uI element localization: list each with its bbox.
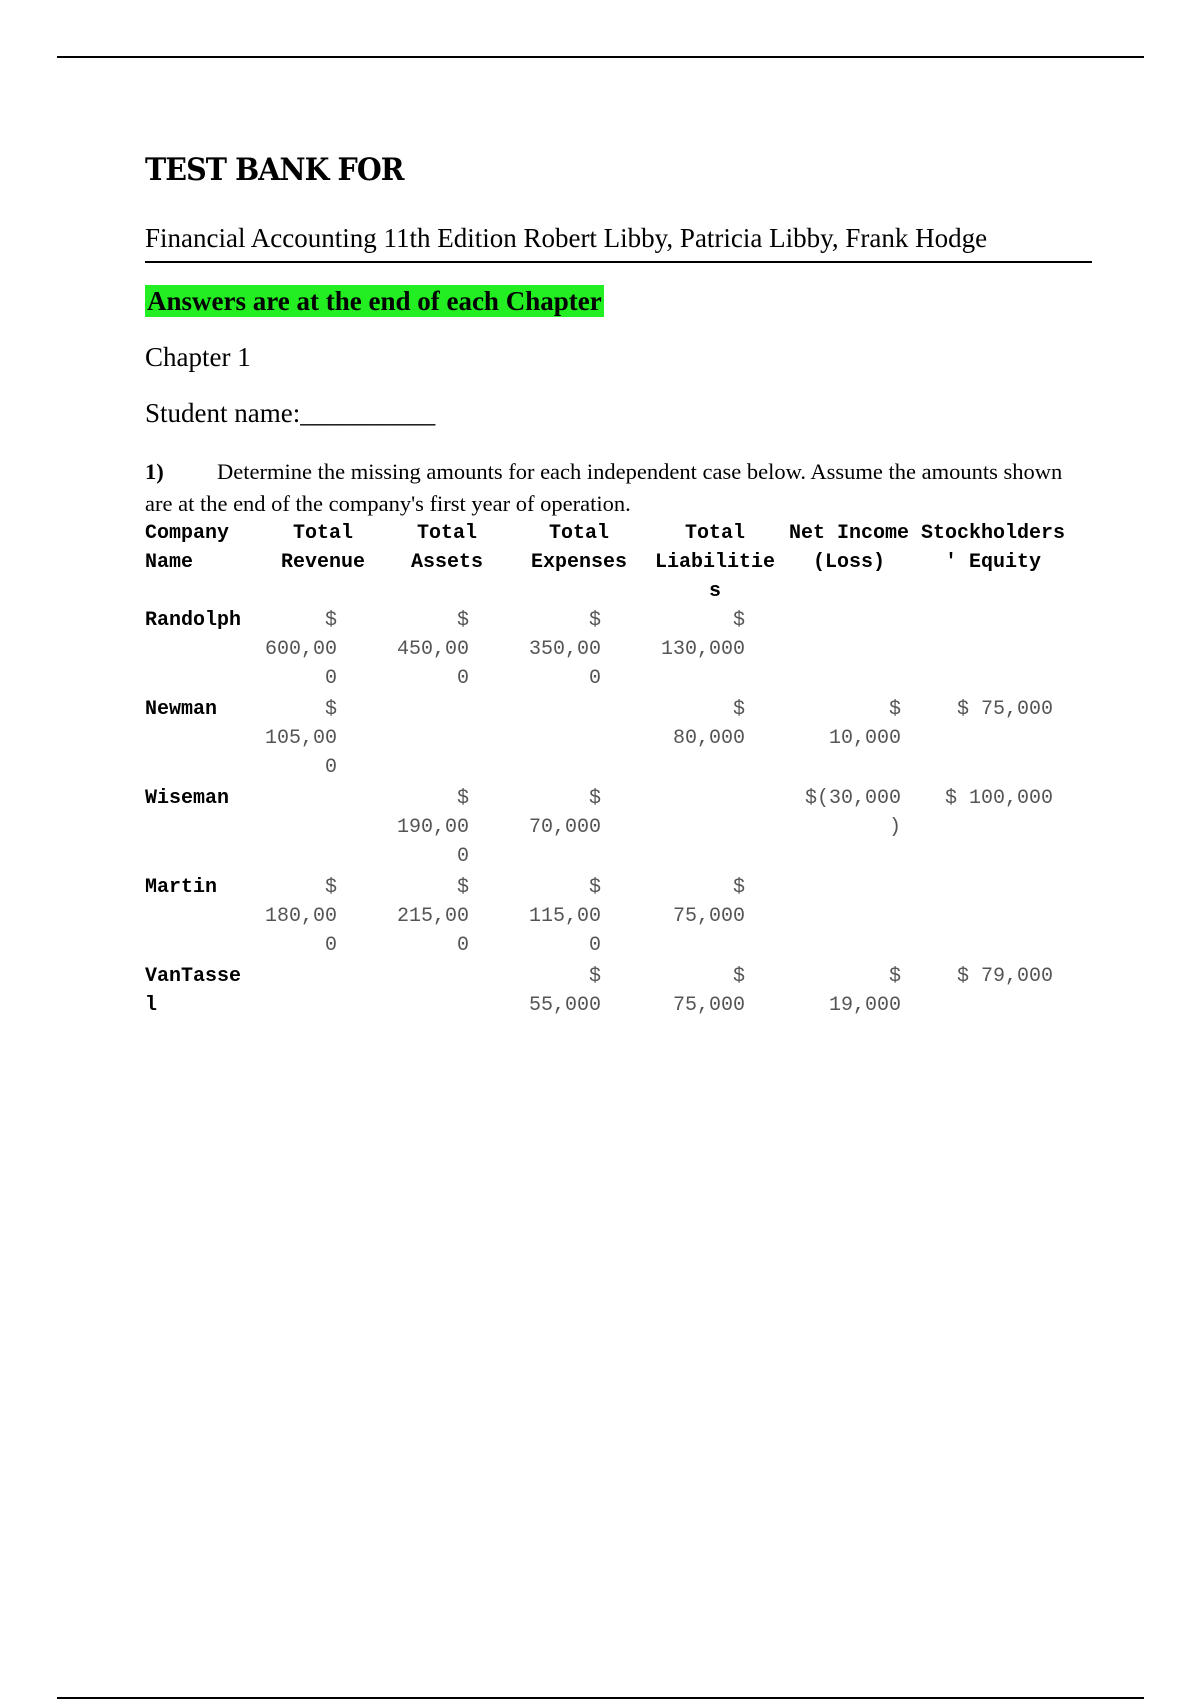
cell-liabilities: $ 75,000: [673, 965, 746, 1017]
cell-revenue: [265, 962, 381, 1022]
cell-net-income: [785, 606, 913, 695]
col-header-equity: Stockholders ' Equity: [921, 522, 1066, 574]
cell-net-income: $ 10,000: [829, 698, 902, 750]
question-number: 1): [145, 459, 164, 484]
cell-assets: [381, 962, 513, 1022]
cell-equity: $ 79,000: [957, 965, 1054, 988]
table-row: [145, 784, 1073, 873]
student-name-field: Student name:__________: [145, 398, 436, 428]
page-title: TEST BANK FOR: [145, 152, 404, 188]
col-header-company: Company Name: [145, 522, 230, 574]
col-header-expenses: Total Expenses: [531, 522, 628, 574]
question-text: Determine the missing amounts for each independent case below. Assume the amounts shown are at the end of the company's first year of operation.: [145, 459, 1063, 516]
company-name: Martin: [145, 876, 218, 899]
data-table: [145, 519, 1073, 1022]
answers-note: Answers are at the end of each Chapter: [147, 286, 602, 316]
table-row: [145, 695, 1073, 784]
cell-net-income: [785, 873, 913, 962]
col-header-revenue: Total Revenue: [281, 522, 366, 574]
cell-assets: $ 215,00 0: [397, 876, 470, 957]
cell-net-income: $ 19,000: [829, 965, 902, 1017]
table-row: [145, 606, 1073, 695]
bottom-rule: [57, 1697, 1144, 1699]
col-header-liabilities: Total Liabilitie s: [655, 522, 776, 603]
company-name: Wiseman: [145, 787, 230, 810]
cell-assets: $ 450,00 0: [397, 609, 470, 690]
cell-revenue: [265, 784, 381, 873]
cell-equity: [913, 606, 1073, 695]
cell-expenses: $ 115,00 0: [529, 876, 602, 957]
cell-assets: [381, 695, 513, 784]
cell-expenses: $ 55,000: [529, 965, 602, 1017]
book-subtitle: Financial Accounting 11th Edition Robert Libby, Patricia Libby, Frank Hodge: [145, 223, 1092, 263]
cell-revenue: $ 105,00 0: [265, 698, 338, 779]
company-name: Newman: [145, 698, 218, 721]
cell-liabilities: $ 75,000: [673, 876, 746, 928]
company-name: Randolph: [145, 609, 242, 632]
cell-equity: $ 75,000: [957, 698, 1054, 721]
col-header-net-income: Net Income (Loss): [789, 522, 910, 574]
col-header-assets: Total Assets: [411, 522, 484, 574]
question-1: [145, 456, 1070, 520]
cell-equity: $ 100,000: [944, 787, 1054, 810]
cell-liabilities: [645, 784, 785, 873]
cell-liabilities: $ 130,000: [661, 609, 746, 661]
company-name: VanTasse l: [145, 965, 242, 1017]
cell-expenses: [513, 695, 645, 784]
cell-equity: [913, 873, 1073, 962]
cell-expenses: $ 350,00 0: [529, 609, 602, 690]
table-row: [145, 873, 1073, 962]
chapter-heading: Chapter 1: [145, 342, 251, 372]
table-row: [145, 962, 1073, 1022]
top-rule: [57, 56, 1144, 58]
cell-net-income: $(30,000 ): [805, 787, 902, 839]
cell-assets: $ 190,00 0: [397, 787, 470, 868]
cell-revenue: $ 600,00 0: [265, 609, 338, 690]
cell-revenue: $ 180,00 0: [265, 876, 338, 957]
cell-expenses: $ 70,000: [529, 787, 602, 839]
cell-liabilities: $ 80,000: [673, 698, 746, 750]
table-header-row: [145, 519, 1073, 606]
